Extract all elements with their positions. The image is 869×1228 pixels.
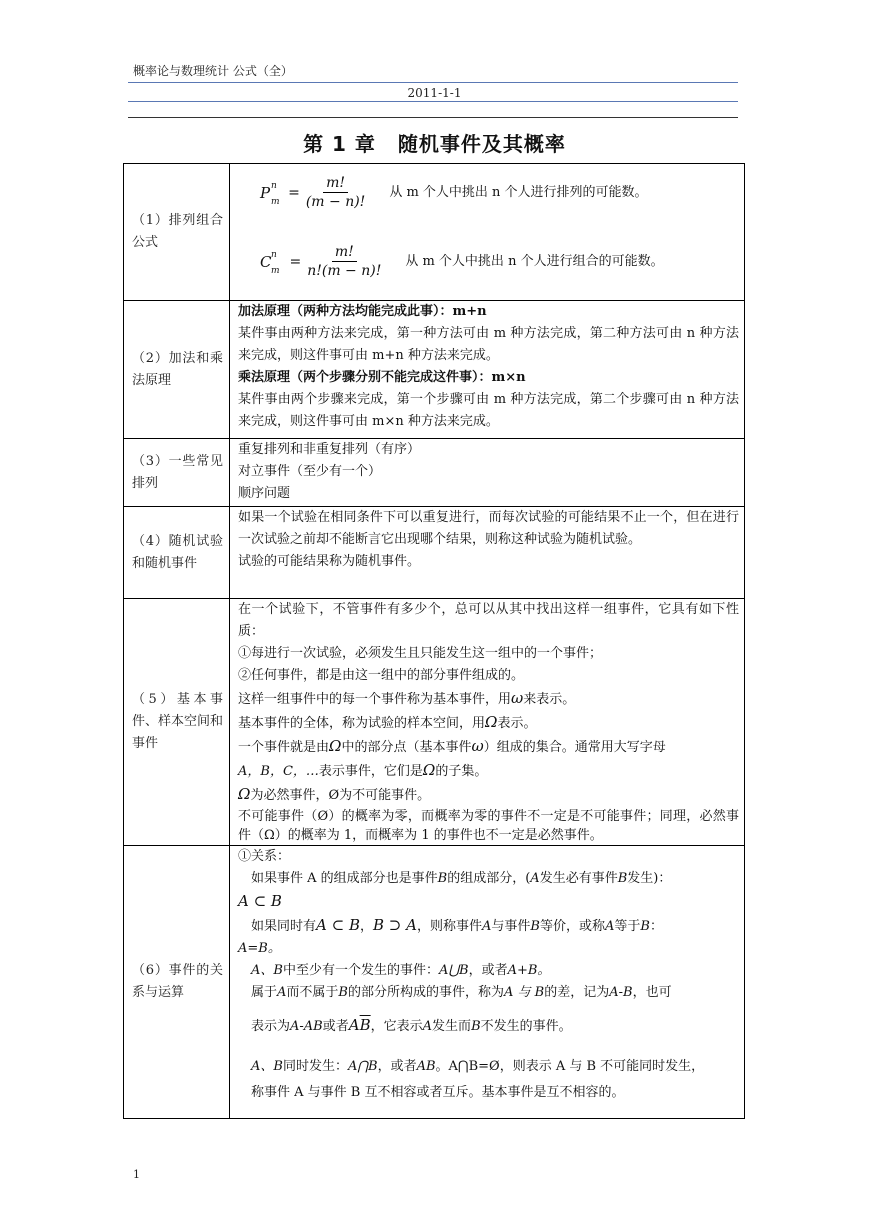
addition-principle-text: 某件事由两种方法来完成，第一种方法可由 m 种方法完成，第二种方法可由 n 种方法来完成，则这件事可由 m+n 种方法来完成。 [238,326,739,363]
table-row [124,846,745,1119]
subset-formula: A ⊂ B [238,892,282,910]
page-number: 1 [133,1168,140,1181]
text-line: 如果同时有A ⊂ B，B ⊃ A，则称事件A与事件B等价，或称A等于B： [251,916,663,934]
text-line: A，B，C，…表示事件，它们是Ω的子集。 [238,761,488,779]
row-label: （2）加法和乘法原理 [124,301,230,439]
table-row [124,507,745,599]
combination-symbol: C n m [260,249,280,276]
addition-principle-title: 加法原理（两种方法均能完成此事）：m+n [238,304,487,319]
text-line: 属于A而不属于B的部分所构成的事件，称为A 与 B的差，记为A-B，也可 [251,985,672,1000]
text-line: 基本事件的全体，称为试验的样本空间，用Ω表示。 [238,713,537,731]
multiplication-principle-text: 某件事由两个步骤来完成，第一个步骤可由 m 种方法完成，第二个步骤可由 n 种方法来完成，则这件事可由 m×n 种方法来完成。 [238,392,739,429]
text-line: ①每进行一次试验，必须发生且只能发生这一组中的一个事件； [238,646,603,661]
row-content [230,599,745,846]
formula-table [123,163,745,1119]
random-experiment-definition: 如果一个试验在相同条件下可以重复进行，而每次试验的可能结果不止一个，但在进行一次试验之前却不能断言它出现哪个结果，则称这种试验为随机试验。 [238,510,739,547]
row-content [230,846,745,1119]
row-content [230,439,745,507]
multiplication-principle-title: 乘法原理（两个步骤分别不能完成这件事）：m×n [238,370,526,385]
text-line: ①关系： [238,849,291,864]
table-row [124,301,745,439]
chapter-title [0,128,869,157]
omega-symbol: ω [511,689,524,707]
header-rule-top [128,82,738,83]
row-content [230,164,745,301]
list-item: 对立事件（至少有一个） [238,464,382,479]
random-event-definition: 试验的可能结果称为随机事件。 [238,554,421,569]
text-line: Ω为必然事件，Ø为不可能事件。 [238,785,431,803]
text-line: 不可能事件（Ø）的概率为零，而概率为零的事件不一定是不可能事件；同理，必然事件（Ω）的概率为 1，而概率为 1 的事件也不一定是必然事件。 [238,809,739,843]
text-line: 称事件 A 与事件 B 互不相容或者互斥。基本事件是互不相容的。 [251,1085,625,1100]
row-label: （1）排列组合公式 [124,164,230,301]
text-line: 这样一组事件中的每一个事件称为基本事件，用ω来表示。 [238,689,576,707]
list-item: 重复排列和非重复排列（有序） [238,442,421,457]
row-content [230,507,745,599]
table-row [124,164,745,301]
text-line: 一个事件就是由Ω中的部分点（基本事件ω）组成的集合。通常用大写字母 [238,737,666,755]
row-label: （4）随机试验和随机事件 [124,507,230,599]
complement-formula: $A\overline{B}$ [348,1016,371,1034]
omega-capital-symbol: Ω [485,713,498,731]
document-header-date: 2011-1-1 [407,86,462,100]
permutation-symbol: P n m [260,180,280,207]
header-rule-middle [128,101,738,102]
text-line: 在一个试验下，不管事件有多少个，总可以从其中找出这样一组事件，它具有如下性质： [238,602,739,639]
permutation-fraction: $\frac{m!}{(m - n)!}$ [305,175,366,210]
text-line: ②任何事件，都是由这一组中的部分事件组成的。 [238,668,525,683]
row-label: （6）事件的关系与运算 [124,846,230,1119]
text-line: A、B同时发生：A⋂B，或者AB。A⋂B=Ø，则表示 A 与 B 不可能同时发生， [251,1059,705,1074]
combination-fraction: $\frac{m!}{n!(m - n)!}$ [307,244,382,279]
permutation-description: 从 m 个人中挑出 n 个人进行排列的可能数。 [389,184,648,200]
table-row [124,439,745,507]
document-header-title: 概率论与数理统计 公式（全） [133,64,293,78]
chapter-number: 第 1 章 [303,132,376,156]
table-row [124,599,745,846]
header-rule-bottom [128,117,738,118]
combination-description: 从 m 个人中挑出 n 个人进行组合的可能数。 [405,253,664,269]
text-line: A、B中至少有一个发生的事件：A⋃B，或者A+B。 [251,963,551,978]
permutation-formula: P n m = $\frac{m!}{(m - n)!}$ 从 m 个人中挑出 n 个人进行排列的可能数。 [260,175,648,210]
text-line: 如果事件 A 的组成部分也是事件B的组成部分，(A发生必有事件B发生)： [251,871,672,886]
text-line: A=B。 [238,941,281,956]
list-item: 顺序问题 [238,486,291,501]
row-content [230,301,745,439]
row-label: （5）基本事件、样本空间和事件 [124,599,230,846]
chapter-name: 随机事件及其概率 [397,132,566,156]
row-label: （3）一些常见排列 [124,439,230,507]
text-line: 表示为A-AB或者$A\overline{B}$，它表示A发生而B不发生的事件。 [251,1016,572,1034]
combination-formula: C n m = $\frac{m!}{n!(m - n)!}$ 从 m 个人中挑出 n 个人进行组合的可能数。 [260,244,664,279]
